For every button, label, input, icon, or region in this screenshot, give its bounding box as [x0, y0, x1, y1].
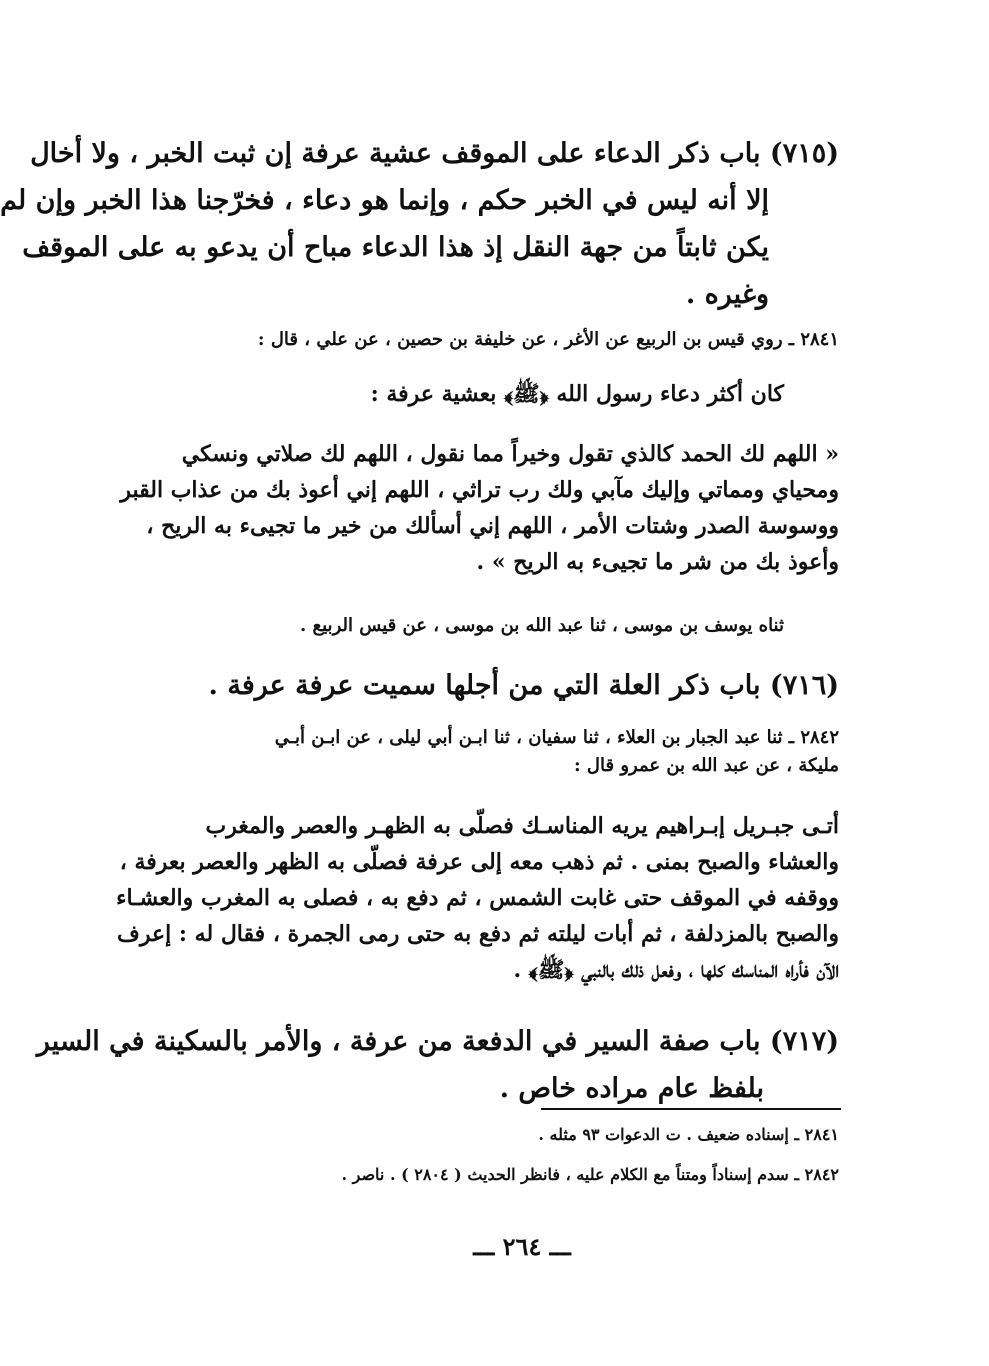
hadith-2842-text	[116, 808, 839, 988]
chapter-716-heading	[157, 662, 839, 709]
footnote-divider	[541, 1108, 841, 1110]
chapter-716-title: (٧١٦) باب ذكر العلة التي من أجلها سميت عرفة عرفة .	[208, 670, 839, 701]
intro-line: كان أكثر دعاء رسول الله ﴿ﷺ﴾ بعشية عرفة :	[370, 381, 784, 407]
text-line: ومحياي ومماتي وإليك مآبي ولك رب تراثي ، اللهم إني أعوذ بك من عذاب القبر	[120, 477, 839, 503]
text-line: « اللهم لك الحمد كالذي تقول وخيراً مما نقول ، اللهم لك صلاتي ونسكي	[181, 441, 839, 467]
sanad-line: ثناه يوسف بن موسى ، ثنا عبد الله بن موسى ، عن قيس الربيع .	[300, 615, 784, 636]
chapter-715-heading	[0, 130, 839, 318]
text-line: أتـى جبـريل إبـراهيم يريه المناسـك فصلّى به الظهـر والعصر والمغرب	[205, 813, 839, 839]
chapter-717-heading	[36, 1018, 839, 1112]
text-line: الآن فأراه المناسك كلها ، وفعل ذلك بالنبي ﴿ﷺ﴾ .	[513, 957, 839, 983]
text-line: وأعوذ بك من شر ما تجيىء به الريح » .	[476, 549, 839, 575]
footnotes	[165, 1122, 839, 1188]
text-line: والصبح بالمزدلفة ، ثم أبات ليلته ثم دفع به حتى رمى الجمرة ، فقال له : إعرف	[117, 921, 839, 947]
chapter-715-line: وغيره .	[685, 279, 769, 310]
footnote-2842: ٢٨٤٢ ـ سدم إسناداً ومتناً مع الكلام عليه ، فانظر الحديث ( ٢٨٠٤ ) . ناصر .	[341, 1165, 839, 1184]
text-line: ووقفه في الموقف حتى غابت الشمس ، ثم دفع به ، فصلى به المغرب والعشـاء	[116, 885, 839, 911]
hadith-2841-intro	[157, 376, 784, 412]
text-line: ووسوسة الصدر وشتات الأمر ، اللهم إني أسألك من خير ما تجيىء به الريح ،	[146, 513, 839, 539]
hadith-2841-text	[120, 436, 839, 580]
chapter-717-line: (٧١٧) باب صفة السير في الدفعة من عرفة ، والأمر بالسكينة في السير	[36, 1026, 839, 1057]
chapter-717-line: بلفظ عام مراده خاص .	[499, 1073, 764, 1104]
chapter-715-line: (٧١٥) باب ذكر الدعاء على الموقف عشية عرفة إن ثبت الخبر ، ولا أخال	[30, 138, 839, 169]
page-number: ـــ ٢٦٤ ـــ	[473, 1232, 571, 1261]
hadith-2841-sanad	[235, 612, 784, 640]
text-line: والعشاء والصبح بمنى . ثم ذهب معه إلى عرفة فصلّى به الظهر والعصر بعرفة ،	[119, 849, 839, 875]
chapter-715-line: يكن ثابتاً من جهة النقل إذ هذا الدعاء مباح أن يدعو به على الموقف	[22, 232, 769, 263]
hadith-2841-isnad	[165, 326, 839, 354]
hadith-2842-isnad	[165, 724, 839, 780]
footnote-2841: ٢٨٤١ ـ إسناده ضعيف . ت الدعوات ٩٣ مثله .	[538, 1125, 839, 1144]
isnad-line: ٢٨٤٢ ـ ثنا عبد الجبار بن العلاء ، ثنا سفيان ، ثنا ابـن أبي ليلى ، عن ابـن أبـي	[274, 727, 839, 748]
isnad-line: ٢٨٤١ ـ روي قيس بن الربيع عن الأغر ، عن خليفة بن حصين ، عن علي ، قال :	[257, 329, 839, 350]
chapter-715-line: إلا أنه ليس في الخبر حكم ، وإنما هو دعاء ، فخرّجنا هذا الخبر وإن لم	[0, 185, 769, 216]
isnad-line: مليكة ، عن عبد الله بن عمرو قال :	[573, 755, 839, 776]
